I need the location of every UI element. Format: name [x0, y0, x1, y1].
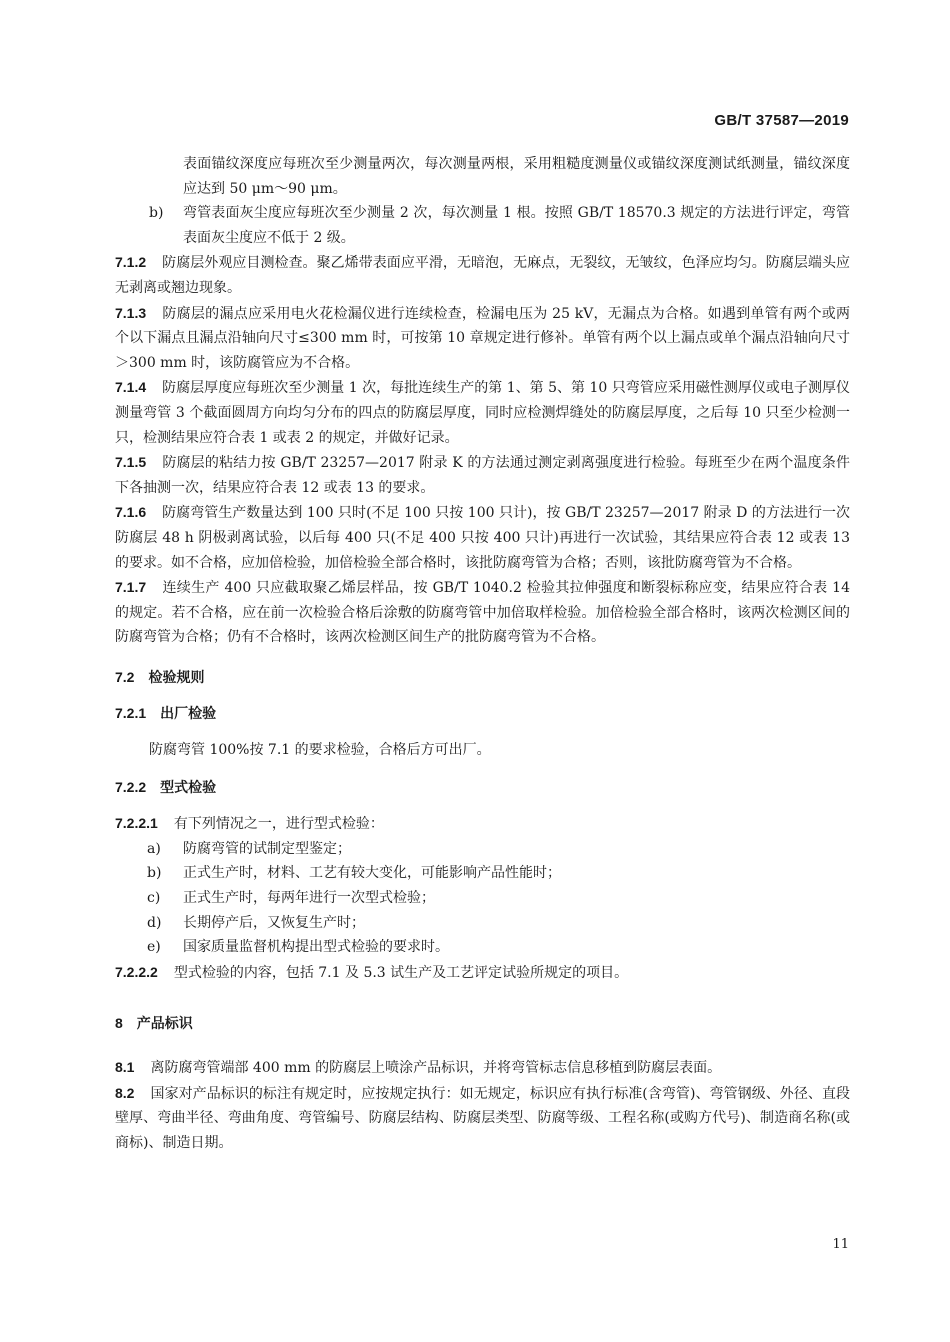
clause-number: 7.2.2.2: [115, 963, 158, 980]
list-item: [115, 886, 850, 911]
list-text: 长期停产后，又恢复生产时；: [183, 914, 365, 931]
section-8-heading: [115, 1011, 850, 1036]
section-number: 7.2.1: [115, 705, 147, 722]
clause-text: 有下列情况之一，进行型式检验：: [173, 816, 384, 833]
clause-7-1-4: [115, 375, 850, 450]
section-number: 7.2.2: [115, 778, 147, 795]
clause-7-1-6: [115, 500, 850, 575]
clause-text: 连续生产 400 只应截取聚乙烯层样品，按 GB/T 1040.2 检验其拉伸强度和断裂标称应变，结果应符合表 14 的规定。若不合格，应在前一次检验合格后涂敷的防腐弯管中加倍取样检验。加倍检验全部合格时，该两次检测区间的防腐弯管为合格；仍有不合格时，该两次检测区间生产的批防腐弯管为不合格。: [115, 580, 850, 646]
standard-code-header: GB/T 37587—2019: [714, 112, 849, 129]
clause-7-1-3: [115, 301, 850, 376]
clause-8-1: [115, 1055, 850, 1081]
clause-number: 7.1.3: [115, 304, 147, 321]
clause-text: 防腐层厚度应每班次至少测量 1 次，每批连续生产的第 1、第 5、第 10 只弯管应采用磁性测厚仪或电子测厚仪测量弯管 3 个截面圆周方向均匀分布的四点的防腐层厚度，同时应检测焊缝处的防腐层厚度，之后每 10 只至少检测一只，检测结果应符合表 1 或表 2 的规定，并做好记录。: [115, 380, 850, 446]
clause-number: 7.1.2: [115, 254, 147, 271]
section-7-2-1-text: 防腐弯管 100%按 7.1 的要求检验，合格后方可出厂。: [149, 742, 491, 759]
clause-text: 国家对产品标识的标注有规定时，应按规定执行：如无规定，标识应有执行标准(含弯管)、弯管钢级、外径、直段壁厚、弯曲半径、弯曲角度、弯管编号、防腐层结构、防腐层类型、防腐等级、工程名称(或购方代号)、制造商名称(或商标)、制造日期。: [115, 1085, 850, 1151]
list-label: b): [147, 865, 162, 882]
clause-number: 8.1: [115, 1059, 135, 1075]
clause-text: 防腐层外观应目测检查。聚乙烯带表面应平滑，无暗泡，无麻点，无裂纹，无皱纹，色泽应均匀。防腐层端头应无剥离或翘边现象。: [115, 255, 850, 296]
section-7-2-heading: [115, 665, 850, 690]
list-text: 防腐弯管的试制定型鉴定；: [183, 840, 351, 857]
clause-number: 7.1.7: [115, 579, 147, 596]
section-title: 出厂检验: [160, 705, 217, 722]
clause-7-1-1-a-continuation: 表面锚纹深度应每班次至少测量两次，每次测量两根，采用粗糙度测量仪或锚纹深度测试纸测量，锚纹深度应达到 50 μm～90 μm。: [183, 156, 850, 197]
list-text: 正式生产时，材料、工艺有较大变化，可能影响产品性能时；: [183, 865, 561, 882]
section-number: 8: [115, 1015, 123, 1032]
list-text: 弯管表面灰尘度应每班次至少测量 2 次，每次测量 1 根。按照 GB/T 18570.3 规定的方法进行评定，弯管表面灰尘度应不低于 2 级。: [183, 205, 850, 246]
list-item: [115, 861, 850, 886]
clause-number: 7.1.5: [115, 454, 147, 471]
list-text: 正式生产时，每两年进行一次型式检验；: [183, 890, 435, 907]
list-label: a): [147, 840, 161, 857]
section-7-2-1-heading: [115, 701, 850, 726]
list-item: [115, 837, 850, 862]
clause-text: 防腐层的漏点应采用电火花检漏仪进行连续检查，检漏电压为 25 kV，无漏点为合格。如遇到单管有两个或两个以下漏点且漏点沿轴向尺寸≤300 mm 时，可按第 10 章规定进行修补。单管有两个以上漏点或单个漏点沿轴向尺寸＞300 mm 时，该防腐管应为不合格。: [115, 305, 850, 371]
list-item: [115, 935, 850, 960]
clause-text: 防腐弯管生产数量达到 100 只时(不足 100 只按 100 只计)，按 GB/T 23257—2017 附录 D 的方法进行一次防腐层 48 h 阴极剥离试验，以后每 400 只(不足 400 只按 400 只计)再进行一次试验，其结果应符合表 12 或表 13 的要求。如不合格，应加倍检验，加倍检验全部合格时，该批防腐弯管为合格；否则，该批防腐弯管为不合格。: [115, 505, 850, 571]
list-label: e): [147, 939, 161, 956]
list-label: d): [147, 914, 162, 931]
clause-number: 7.1.4: [115, 379, 147, 396]
section-title: 检验规则: [148, 668, 205, 685]
section-7-2-2-heading: [115, 775, 850, 800]
section-title: 型式检验: [160, 778, 217, 795]
clause-7-2-2-2: [115, 960, 850, 986]
clause-7-1-2: [115, 250, 850, 300]
document-body: [115, 152, 850, 1155]
section-number: 7.2: [115, 668, 135, 685]
clause-7-2-2-1: [115, 811, 850, 837]
list-label: c): [147, 890, 161, 907]
list-text: 国家质量监督机构提出型式检验的要求时。: [183, 939, 449, 956]
clause-number: 7.1.6: [115, 504, 147, 521]
list-label: b): [149, 205, 164, 222]
clause-7-1-1-b: [115, 201, 850, 250]
page-number: 11: [832, 1237, 849, 1252]
section-title: 产品标识: [136, 1015, 193, 1032]
clause-7-1-5: [115, 450, 850, 500]
list-item: [115, 911, 850, 936]
clause-number: 7.2.2.1: [115, 815, 158, 832]
clause-text: 离防腐弯管端部 400 mm 的防腐层上喷涂产品标识，并将弯管标志信息移植到防腐层表面。: [150, 1060, 722, 1076]
clause-7-1-7: [115, 575, 850, 650]
clause-8-2: [115, 1081, 850, 1156]
clause-text: 型式检验的内容，包括 7.1 及 5.3 试生产及工艺评定试验所规定的项目。: [173, 964, 629, 981]
clause-number: 8.2: [115, 1084, 135, 1101]
clause-text: 防腐层的粘结力按 GB/T 23257—2017 附录 K 的方法通过测定剥离强度进行检验。每班至少在两个温度条件下各抽测一次，结果应符合表 12 或表 13 的要求。: [115, 455, 850, 496]
